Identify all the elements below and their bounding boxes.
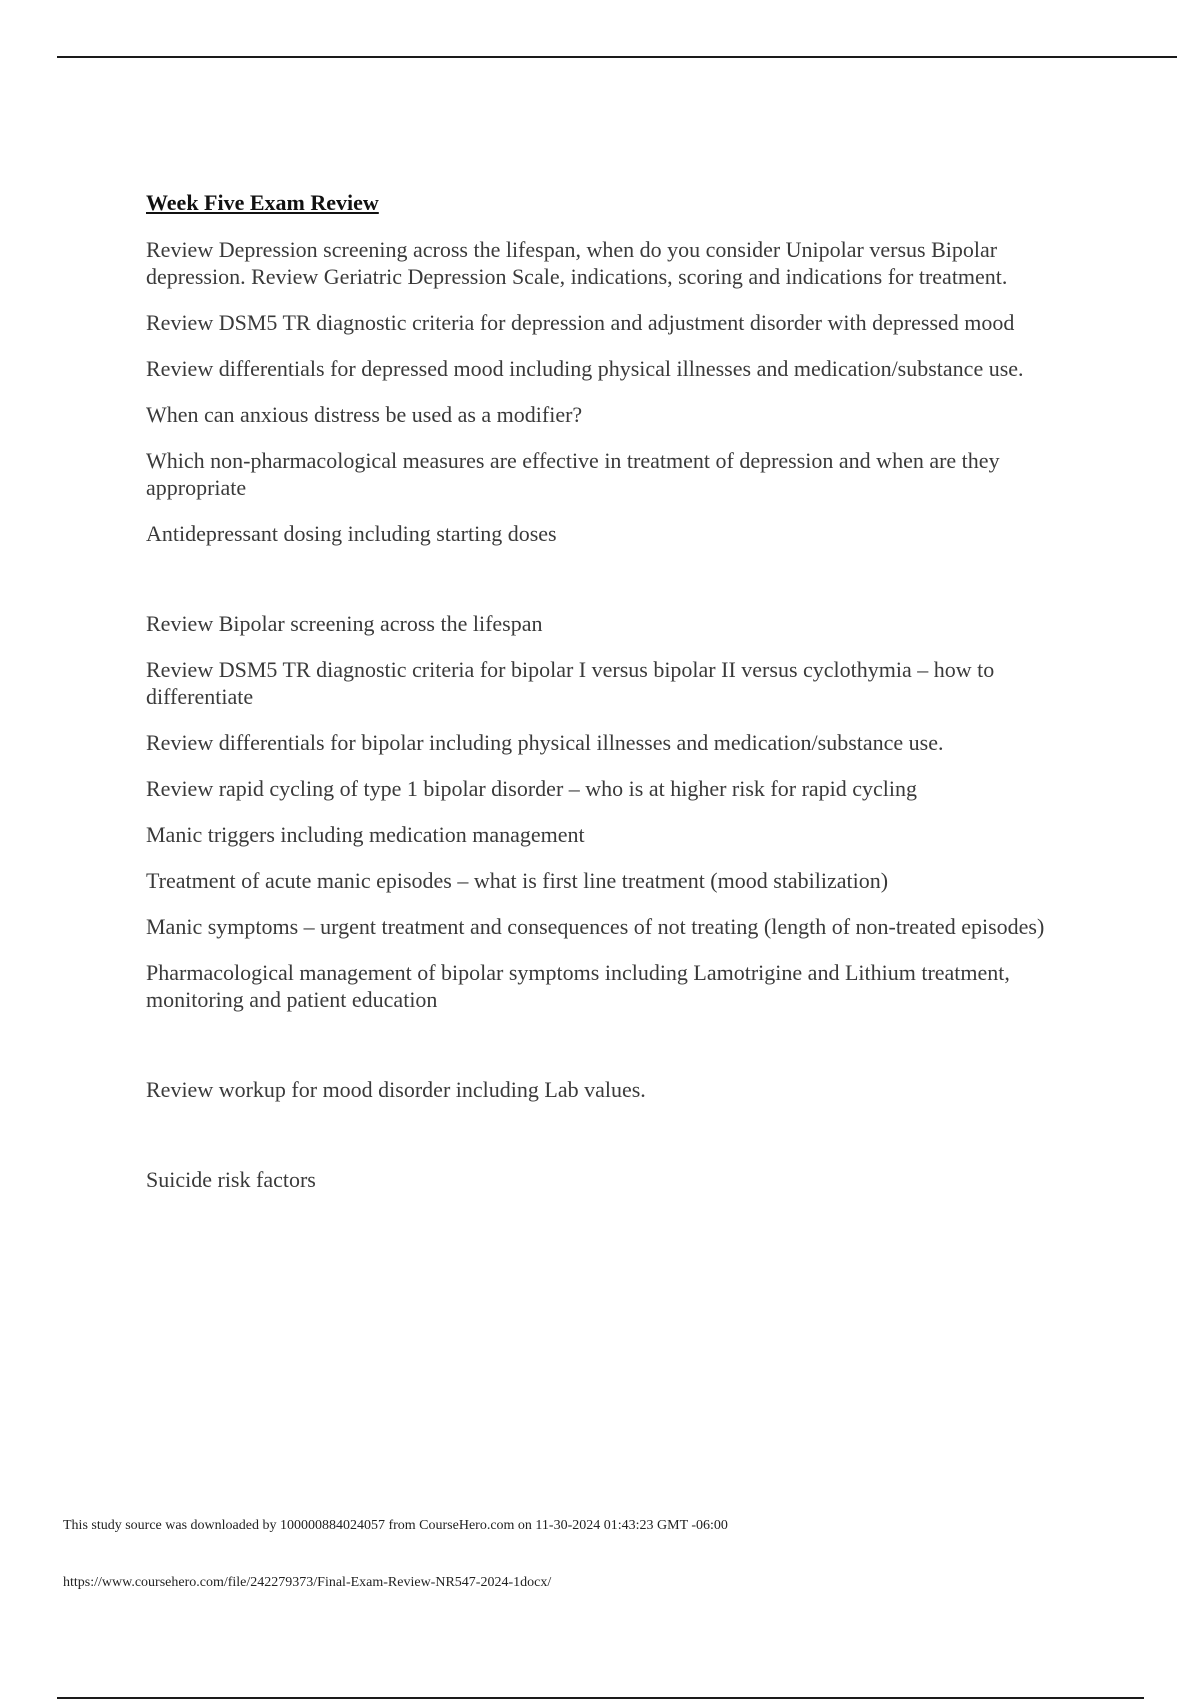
bottom-divider: [57, 1697, 1144, 1699]
review-item: Review Bipolar screening across the lifespan: [146, 611, 543, 636]
review-item: Which non-pharmacological measures are effective in treatment of depression and when are they appropriate: [146, 448, 1000, 500]
section-gap: [146, 566, 1096, 610]
review-item: Manic symptoms – urgent treatment and consequences of not treating (length of non-treated episodes): [146, 914, 1045, 939]
review-item: When can anxious distress be used as a modifier?: [146, 402, 583, 427]
section-gap: [146, 1122, 1096, 1166]
bipolar-section: [146, 610, 1096, 1013]
review-item: Review DSM5 TR diagnostic criteria for depression and adjustment disorder with depressed mood: [146, 310, 1015, 335]
source-url[interactable]: https://www.coursehero.com/file/242279373/Final-Exam-Review-NR547-2024-1docx/: [63, 1575, 552, 1590]
review-item: Pharmacological management of bipolar symptoms including Lamotrigine and Lithium treatment, monitoring and patient education: [146, 960, 1010, 1012]
page-title: Week Five Exam Review: [146, 190, 379, 215]
section-gap: [146, 1032, 1096, 1076]
review-item: Review Depression screening across the lifespan, when do you consider Unipolar versus Bipolar depression. Review Geriatric Depression Scale, indications, scoring and indications for treatment.: [146, 237, 1008, 289]
document-body: [146, 190, 1096, 1212]
suicide-item: Suicide risk factors: [146, 1167, 316, 1192]
workup-item: Review workup for mood disorder including Lab values.: [146, 1077, 646, 1102]
review-item: Review DSM5 TR diagnostic criteria for bipolar I versus bipolar II versus cyclothymia – how to differentiate: [146, 657, 995, 709]
review-item: Antidepressant dosing including starting doses: [146, 521, 557, 546]
top-divider: [57, 56, 1177, 58]
review-item: Review differentials for bipolar including physical illnesses and medication/substance use.: [146, 730, 944, 755]
review-item: Review differentials for depressed mood including physical illnesses and medication/substance use.: [146, 356, 1024, 381]
review-item: Manic triggers including medication management: [146, 822, 585, 847]
review-item: Review rapid cycling of type 1 bipolar disorder – who is at higher risk for rapid cycling: [146, 776, 918, 801]
depression-section: [146, 236, 1096, 547]
download-source-note: This study source was downloaded by 100000884024057 from CourseHero.com on 11-30-2024 01:43:23 GMT -06:00: [63, 1518, 728, 1533]
review-item: Treatment of acute manic episodes – what is first line treatment (mood stabilization): [146, 868, 889, 893]
